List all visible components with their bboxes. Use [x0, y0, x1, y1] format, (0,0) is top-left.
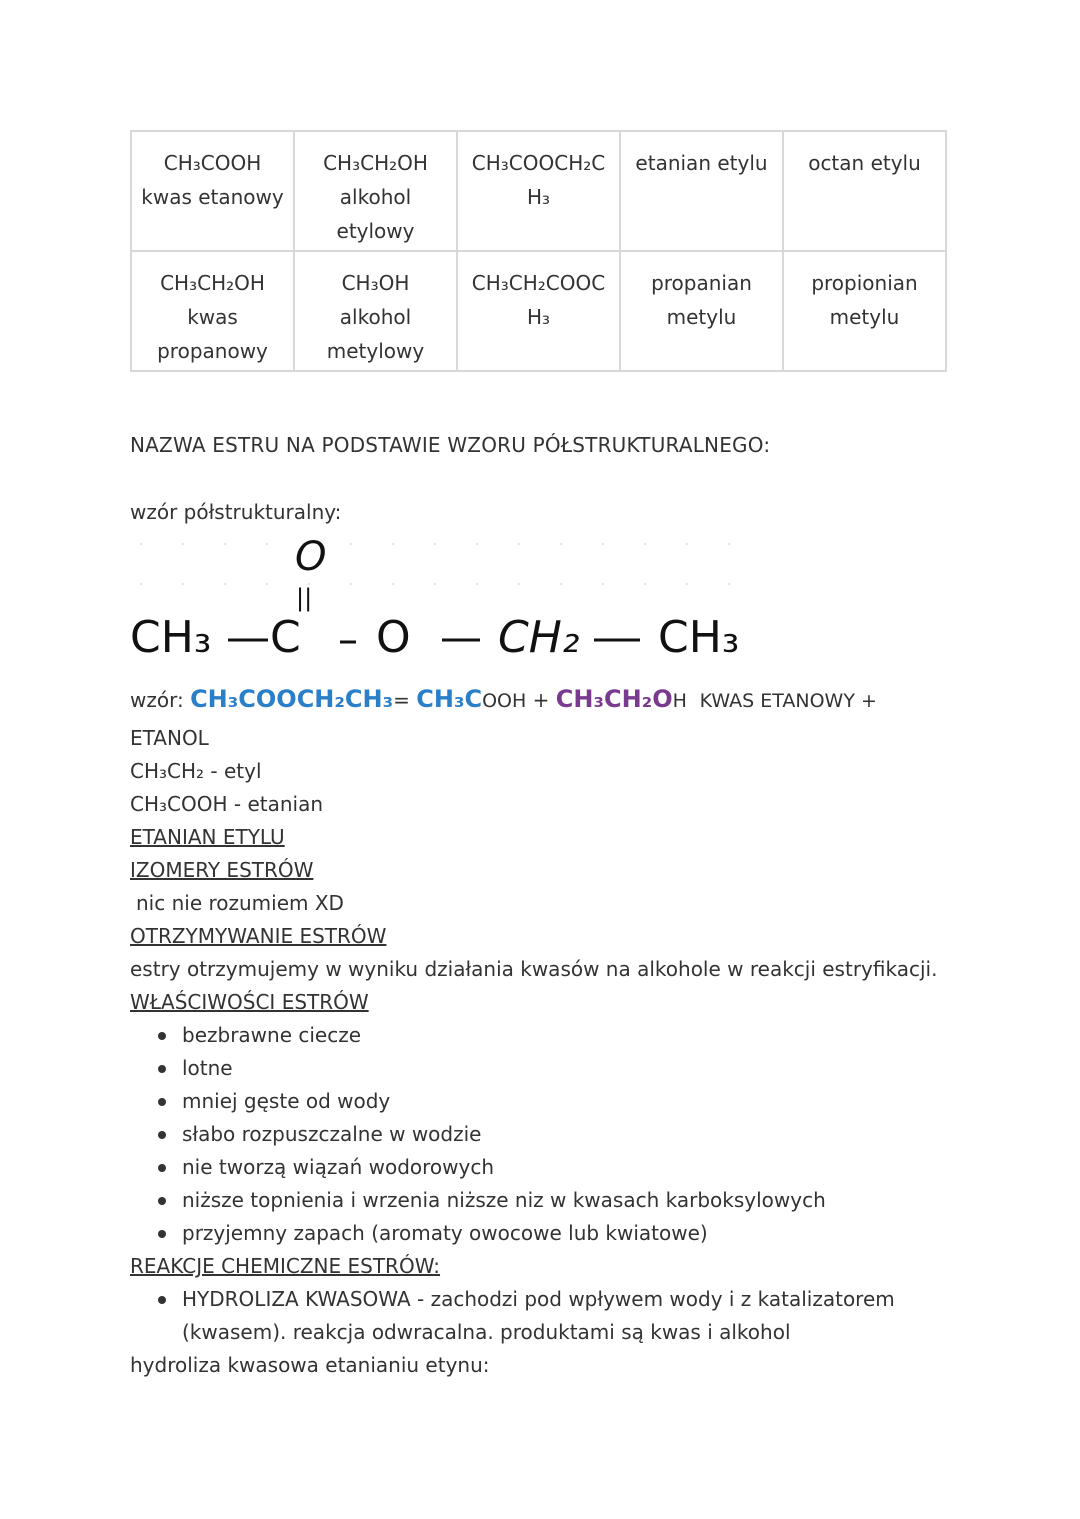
cell-primary-text: CH₃CH₂COOC — [471, 271, 606, 295]
section-heading: NAZWA ESTRU NA PODSTAWIE WZORU PÓŁSTRUKTURALNEGO: — [130, 433, 771, 457]
cell-primary-text: CH₃COOH — [163, 151, 262, 175]
cell-primary-text: CH₃OH — [341, 271, 410, 295]
cell-secondary-text: kwas etanowy — [141, 185, 284, 209]
properties-list — [130, 1019, 950, 1250]
equation-tail: KWAS ETANOWY + — [699, 690, 877, 712]
equation-equals: = — [393, 688, 410, 712]
table-cell — [457, 251, 620, 371]
table-row — [131, 131, 946, 251]
cell-primary-text: propionian — [811, 271, 918, 295]
property-item: lotne — [182, 1052, 950, 1085]
drawing-o-top: O — [295, 534, 327, 580]
table-cell — [783, 251, 946, 371]
equation-acid-part-a: CH₃C — [416, 685, 483, 713]
property-item: słabo rozpuszczalne w wodzie — [182, 1118, 950, 1151]
cell-primary-text: propanian — [651, 271, 752, 295]
drawing-ch3-right: CH₃ — [658, 612, 740, 663]
property-item: nie tworzą wiązań wodorowych — [182, 1151, 950, 1184]
property-item: przyjemny zapach (aromaty owocowe lub kwiatowe) — [182, 1217, 950, 1250]
property-item: niższe topnienia i wrzenia niższe niz w kwasach karboksylowych — [182, 1184, 950, 1217]
line-izomery-note: nic nie rozumiem XD — [136, 891, 344, 915]
formula-label: wzór półstrukturalny: — [130, 500, 342, 524]
line-otrzymywanie-text: estry otrzymujemy w wyniku działania kwasów na alkohole w reakcji estryfikacji. — [130, 957, 938, 981]
cell-secondary-text: alkohol — [339, 305, 412, 329]
esters-table — [130, 130, 947, 372]
heading-izomery: IZOMERY ESTRÓW — [130, 858, 314, 882]
line-etanol: ETANOL — [130, 726, 209, 750]
line-etanian: CH₃COOH - etanian — [130, 792, 324, 816]
cell-secondary-text: alkohol — [339, 185, 412, 209]
drawing-ch3-left: CH₃ — [130, 612, 212, 663]
equation-plus: + — [532, 688, 550, 712]
drawing-o-mid: O — [376, 612, 411, 663]
line-etyl: CH₃CH₂ - etyl — [130, 759, 262, 783]
table-cell — [620, 251, 783, 371]
drawing-ch2: CH₂ — [498, 612, 580, 663]
line-name-result: ETANIAN ETYLU — [130, 825, 285, 849]
equation-alcohol-part-a: CH₃CH₂O — [555, 685, 673, 713]
cell-primary-text: CH₃CH₂OH — [323, 151, 428, 175]
cell-secondary-text: metylowy — [326, 339, 425, 363]
table-cell — [783, 131, 946, 251]
drawing-double-bond: || — [296, 584, 313, 612]
cell-secondary-text: kwas — [187, 305, 238, 329]
ester-equation — [130, 682, 950, 718]
cell-secondary-text: metylu — [666, 305, 737, 329]
table-cell — [294, 251, 457, 371]
reactions-list — [130, 1283, 950, 1349]
table-cell — [131, 131, 294, 251]
table-cell — [131, 251, 294, 371]
heading-otrzymywanie: OTRZYMYWANIE ESTRÓW — [130, 924, 387, 948]
heading-wlasciwosci: WŁAŚCIWOŚCI ESTRÓW — [130, 990, 369, 1014]
cell-primary-text: CH₃COOCH₂C — [471, 151, 606, 175]
cell-secondary-text: H₃ — [526, 185, 551, 209]
table-cell — [294, 131, 457, 251]
table-cell — [457, 131, 620, 251]
cell-secondary-text: etylowy — [336, 219, 415, 243]
equation-ester: CH₃COOCH₂CH₃ — [190, 685, 394, 713]
equation-prefix: wzór: — [130, 688, 184, 712]
cell-secondary-text: H₃ — [526, 305, 551, 329]
equation-acid-part-b: OOH — [482, 690, 527, 712]
table-cell — [620, 131, 783, 251]
table-row — [131, 251, 946, 371]
cell-primary-text: etanian etylu — [635, 151, 768, 175]
drawing-c-center: C — [270, 612, 301, 663]
property-item: bezbrawne ciecze — [182, 1019, 950, 1052]
heading-reakcje: REAKCJE CHEMICZNE ESTRÓW: — [130, 1254, 441, 1278]
cell-primary-text: octan etylu — [808, 151, 921, 175]
cell-secondary-text: propanowy — [157, 339, 268, 363]
semistructural-formula-drawing — [130, 530, 760, 680]
reaction-item: HYDROLIZA KWASOWA - zachodzi pod wpływem wody i z katalizatorem (kwasem). reakcja odwracalna. produktami są kwas i alkohol — [182, 1283, 950, 1349]
cell-secondary-text: metylu — [829, 305, 900, 329]
line-hydroliza-title: hydroliza kwasowa etanianiu etynu: — [130, 1353, 490, 1377]
property-item: mniej gęste od wody — [182, 1085, 950, 1118]
notes-body — [130, 722, 950, 1382]
cell-primary-text: CH₃CH₂OH — [160, 271, 265, 295]
equation-alcohol-part-b: H — [672, 690, 687, 712]
